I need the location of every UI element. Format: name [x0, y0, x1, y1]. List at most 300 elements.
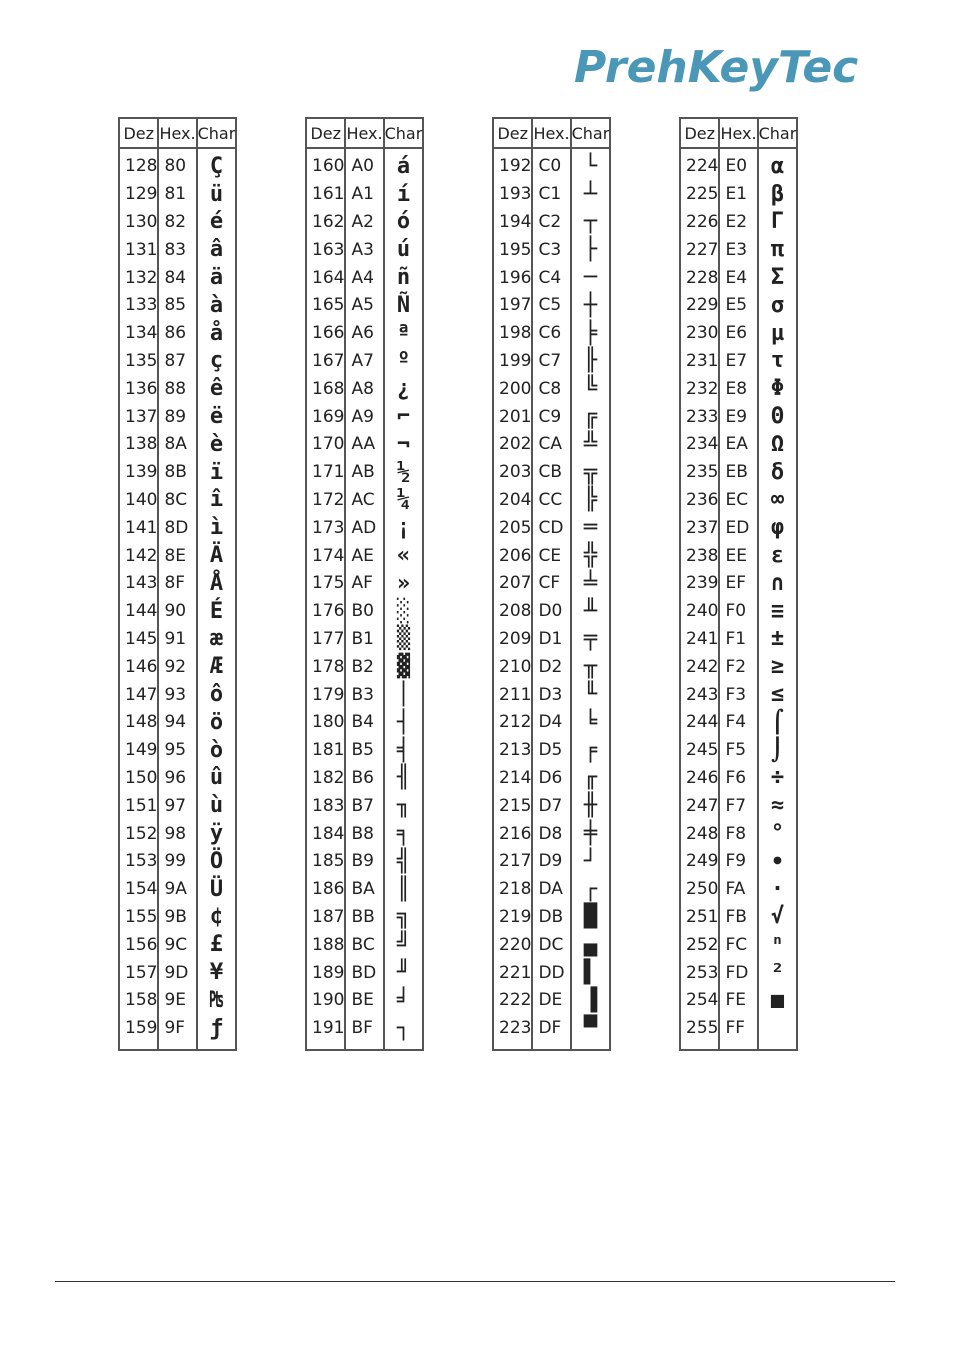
hex-cell: 95	[158, 737, 196, 765]
column-header-hex: Hex.	[532, 118, 570, 148]
dez-cell: 207	[493, 570, 532, 598]
table-row	[680, 431, 797, 459]
char-cell: ╬	[583, 543, 598, 569]
table-row	[119, 514, 236, 542]
hex-cell: 9D	[158, 959, 196, 987]
table-row	[306, 542, 423, 570]
table-row	[306, 792, 423, 820]
ascii-table-3	[492, 117, 611, 1051]
hex-cell: 91	[158, 626, 196, 654]
column-header-dez: Dez	[493, 118, 532, 148]
dez-cell: 230	[680, 320, 719, 348]
hex-cell: DD	[532, 959, 570, 987]
char-cell: ù	[209, 793, 224, 819]
table-row	[119, 792, 236, 820]
hex-cell: DF	[532, 1015, 570, 1050]
table-row	[680, 904, 797, 932]
char-cell: ï	[209, 459, 224, 485]
char-cell: ñ	[396, 265, 411, 291]
hex-cell: 9F	[158, 1015, 196, 1050]
table-row	[680, 626, 797, 654]
char-cell: ╩	[583, 431, 598, 457]
hex-cell: 80	[158, 148, 196, 181]
dez-cell: 155	[119, 904, 158, 932]
dez-cell: 132	[119, 264, 158, 292]
char-cell: ▀	[583, 1015, 598, 1041]
table-row	[119, 542, 236, 570]
char-cell: Å	[209, 570, 224, 596]
char-cell: ¡	[396, 515, 411, 541]
dez-cell: 199	[493, 348, 532, 376]
dez-cell: 238	[680, 542, 719, 570]
table-row	[680, 292, 797, 320]
hex-cell: E8	[719, 375, 757, 403]
column-header-hex: Hex.	[158, 118, 196, 148]
dez-cell: 215	[493, 792, 532, 820]
char-cell: ■	[770, 987, 785, 1013]
dez-cell: 249	[680, 848, 719, 876]
dez-cell: 161	[306, 181, 345, 209]
char-cell: ╠	[583, 487, 598, 513]
table-row	[306, 375, 423, 403]
char-cell: ¬	[396, 431, 411, 457]
hex-cell: EF	[719, 570, 757, 598]
table-row	[306, 820, 423, 848]
column-header-chr: Char	[197, 118, 237, 148]
dez-cell: 246	[680, 765, 719, 793]
hex-cell: B0	[345, 598, 383, 626]
char-cell: │	[396, 682, 411, 708]
hex-cell: AA	[345, 431, 383, 459]
char-cell: σ	[770, 292, 785, 318]
hex-cell: 92	[158, 653, 196, 681]
table-row	[680, 653, 797, 681]
table-row	[119, 570, 236, 598]
column-header-dez: Dez	[306, 118, 345, 148]
table-row	[493, 598, 610, 626]
table-row	[119, 904, 236, 932]
char-cell: ƒ	[209, 1015, 224, 1041]
char-cell: └	[583, 153, 598, 179]
hex-cell: BE	[345, 987, 383, 1015]
char-cell: ╘	[583, 709, 598, 735]
hex-cell: AE	[345, 542, 383, 570]
dez-cell: 211	[493, 681, 532, 709]
char-cell: ╪	[583, 821, 598, 847]
dez-cell: 200	[493, 375, 532, 403]
table-row	[493, 987, 610, 1015]
table-row	[680, 320, 797, 348]
char-cell: ¿	[396, 376, 411, 402]
table-row	[680, 209, 797, 237]
char-cell: φ	[770, 515, 785, 541]
char-cell: ┌	[583, 876, 598, 902]
hex-cell: BB	[345, 904, 383, 932]
hex-cell: 84	[158, 264, 196, 292]
hex-cell: F2	[719, 653, 757, 681]
char-cell	[758, 1015, 798, 1050]
dez-cell: 204	[493, 487, 532, 515]
table-row	[306, 403, 423, 431]
char-cell: æ	[209, 626, 224, 652]
char-cell: ö	[209, 709, 224, 735]
hex-cell: B8	[345, 820, 383, 848]
column-header-dez: Dez	[119, 118, 158, 148]
dez-cell: 197	[493, 292, 532, 320]
char-cell: »	[396, 570, 411, 596]
hex-cell: B4	[345, 709, 383, 737]
table-row	[493, 209, 610, 237]
dez-cell: 188	[306, 931, 345, 959]
hex-cell: E5	[719, 292, 757, 320]
dez-cell: 165	[306, 292, 345, 320]
hex-cell: 96	[158, 765, 196, 793]
dez-cell: 209	[493, 626, 532, 654]
table-row	[119, 681, 236, 709]
dez-cell: 167	[306, 348, 345, 376]
char-cell: ü	[209, 181, 224, 207]
char-cell: ╡	[396, 737, 411, 763]
dez-cell: 182	[306, 765, 345, 793]
table-row	[306, 931, 423, 959]
table-row	[306, 626, 423, 654]
dez-cell: 174	[306, 542, 345, 570]
ascii-table-4	[679, 117, 798, 1051]
char-cell: ╢	[396, 765, 411, 791]
hex-cell: E2	[719, 209, 757, 237]
dez-cell: 186	[306, 876, 345, 904]
table-row	[119, 236, 236, 264]
hex-cell: 83	[158, 236, 196, 264]
table-row	[680, 181, 797, 209]
char-cell: Ü	[209, 876, 224, 902]
char-cell: «	[396, 543, 411, 569]
char-cell: π	[770, 237, 785, 263]
hex-cell: CB	[532, 459, 570, 487]
dez-cell: 180	[306, 709, 345, 737]
dez-cell: 217	[493, 848, 532, 876]
hex-cell: F4	[719, 709, 757, 737]
char-cell: É	[209, 598, 224, 624]
hex-cell: F8	[719, 820, 757, 848]
table-row	[493, 681, 610, 709]
table-row	[680, 598, 797, 626]
table-row	[493, 876, 610, 904]
dez-cell: 247	[680, 792, 719, 820]
table-row	[493, 820, 610, 848]
hex-cell: E7	[719, 348, 757, 376]
char-cell: ▌	[583, 960, 598, 985]
hex-cell: DC	[532, 931, 570, 959]
hex-cell: F0	[719, 598, 757, 626]
hex-cell: FA	[719, 876, 757, 904]
hex-cell: ED	[719, 514, 757, 542]
table-row	[119, 209, 236, 237]
char-cell: ╣	[396, 848, 411, 874]
table-row	[680, 459, 797, 487]
char-cell: ≈	[770, 793, 785, 819]
char-cell: ╒	[583, 737, 598, 763]
char-cell: ∩	[770, 570, 785, 596]
dez-cell: 205	[493, 514, 532, 542]
dez-cell: 133	[119, 292, 158, 320]
table-row	[306, 598, 423, 626]
hex-cell: FE	[719, 987, 757, 1015]
hex-cell: DA	[532, 876, 570, 904]
char-cell: ê	[209, 376, 224, 402]
char-cell: ╛	[396, 987, 411, 1013]
dez-cell: 240	[680, 598, 719, 626]
char-cell: û	[209, 765, 224, 791]
hex-cell: F7	[719, 792, 757, 820]
char-cell: ⌡	[770, 737, 785, 763]
dez-cell: 201	[493, 403, 532, 431]
table-row	[680, 792, 797, 820]
table-row	[119, 765, 236, 793]
table-row	[680, 709, 797, 737]
table-row	[493, 792, 610, 820]
char-cell: ô	[209, 682, 224, 708]
char-cell: ⁿ	[770, 932, 785, 958]
table-row	[119, 820, 236, 848]
char-cell: ≡	[770, 598, 785, 624]
dez-cell: 222	[493, 987, 532, 1015]
dez-cell: 185	[306, 848, 345, 876]
dez-cell: 208	[493, 598, 532, 626]
dez-cell: 250	[680, 876, 719, 904]
hex-cell: CE	[532, 542, 570, 570]
dez-cell: 189	[306, 959, 345, 987]
hex-cell: C8	[532, 375, 570, 403]
hex-cell: C9	[532, 403, 570, 431]
hex-cell: AC	[345, 487, 383, 515]
table-row	[119, 264, 236, 292]
char-cell: ²	[770, 960, 785, 985]
char-cell: Æ	[209, 654, 224, 680]
dez-cell: 214	[493, 765, 532, 793]
hex-cell: B5	[345, 737, 383, 765]
char-cell: ë	[209, 404, 224, 430]
hex-cell: BC	[345, 931, 383, 959]
char-cell: ∞	[770, 487, 785, 513]
char-cell: à	[209, 292, 224, 318]
dez-cell: 139	[119, 459, 158, 487]
table-row	[493, 487, 610, 515]
hex-cell: E9	[719, 403, 757, 431]
dez-cell: 196	[493, 264, 532, 292]
hex-cell: 81	[158, 181, 196, 209]
table-row	[119, 598, 236, 626]
table-row	[680, 348, 797, 376]
table-row	[680, 876, 797, 904]
table-row	[493, 264, 610, 292]
dez-cell: 171	[306, 459, 345, 487]
dez-cell: 234	[680, 431, 719, 459]
char-cell: Φ	[770, 376, 785, 402]
char-cell: ┴	[583, 181, 598, 207]
dez-cell: 255	[680, 1015, 719, 1050]
table-row	[119, 626, 236, 654]
table-row	[306, 765, 423, 793]
table-row	[493, 765, 610, 793]
dez-cell: 232	[680, 375, 719, 403]
hex-cell: DE	[532, 987, 570, 1015]
table-row	[306, 876, 423, 904]
char-cell: ╙	[583, 682, 598, 708]
char-cell: ½	[396, 459, 411, 485]
char-cell: ≤	[770, 682, 785, 708]
char-cell: ª	[396, 320, 411, 346]
char-cell: ╜	[396, 960, 411, 985]
char-cell: ╔	[583, 404, 598, 430]
char-cell: ú	[396, 237, 411, 263]
char-cell: Ä	[209, 543, 224, 569]
table-row	[119, 348, 236, 376]
hex-cell: A2	[345, 209, 383, 237]
char-cell: █	[583, 904, 598, 930]
char-cell: ╚	[583, 376, 598, 402]
char-cell: β	[770, 181, 785, 207]
char-cell: ┬	[583, 209, 598, 235]
dez-cell: 231	[680, 348, 719, 376]
hex-cell: D8	[532, 820, 570, 848]
dez-cell: 148	[119, 709, 158, 737]
dez-cell: 220	[493, 931, 532, 959]
char-cell: ╥	[583, 654, 598, 680]
hex-cell: 93	[158, 681, 196, 709]
table-row	[493, 737, 610, 765]
dez-cell: 177	[306, 626, 345, 654]
char-cell: ⌐	[396, 404, 411, 430]
table-row	[306, 1015, 423, 1050]
dez-cell: 145	[119, 626, 158, 654]
hex-cell: E4	[719, 264, 757, 292]
char-cell: ╨	[583, 598, 598, 624]
table-row	[306, 904, 423, 932]
prehkeytec-logo: PrehKeyTec	[574, 42, 859, 93]
table-row	[680, 959, 797, 987]
table-row	[680, 236, 797, 264]
dez-cell: 173	[306, 514, 345, 542]
hex-cell: 9C	[158, 931, 196, 959]
char-cell: °	[770, 821, 785, 847]
char-cell: ╗	[396, 904, 411, 930]
hex-cell: 9B	[158, 904, 196, 932]
dez-cell: 166	[306, 320, 345, 348]
hex-cell: 82	[158, 209, 196, 237]
dez-cell: 251	[680, 904, 719, 932]
dez-cell: 150	[119, 765, 158, 793]
footer-divider	[55, 1281, 895, 1282]
column-header-chr: Char	[758, 118, 798, 148]
char-cell: ▒	[396, 626, 411, 652]
dez-cell: 187	[306, 904, 345, 932]
table-row	[119, 459, 236, 487]
char-cell: é	[209, 209, 224, 235]
table-row	[493, 459, 610, 487]
table-row	[680, 765, 797, 793]
dez-cell: 236	[680, 487, 719, 515]
char-cell: ¼	[396, 487, 411, 513]
dez-cell: 190	[306, 987, 345, 1015]
char-cell: ÷	[770, 765, 785, 791]
table-row	[680, 375, 797, 403]
hex-cell: BF	[345, 1015, 383, 1050]
char-cell: º	[396, 348, 411, 374]
hex-cell: E1	[719, 181, 757, 209]
hex-cell: F6	[719, 765, 757, 793]
char-cell: ╖	[396, 793, 411, 819]
table-row	[680, 487, 797, 515]
ascii-table-2	[305, 117, 424, 1051]
char-cell: Γ	[770, 209, 785, 235]
char-cell: ⌠	[770, 709, 785, 735]
column-header-hex: Hex.	[345, 118, 383, 148]
table-row	[306, 570, 423, 598]
hex-cell: B2	[345, 653, 383, 681]
table-row	[306, 987, 423, 1015]
table-row	[119, 375, 236, 403]
hex-cell: AF	[345, 570, 383, 598]
char-cell: ├	[583, 237, 598, 263]
dez-cell: 235	[680, 459, 719, 487]
table-row	[119, 403, 236, 431]
hex-cell: D2	[532, 653, 570, 681]
char-cell: ┤	[396, 709, 411, 735]
char-cell: ä	[209, 265, 224, 291]
dez-cell: 169	[306, 403, 345, 431]
dez-cell: 227	[680, 236, 719, 264]
char-cell: ╧	[583, 570, 598, 596]
char-cell: Ö	[209, 848, 224, 874]
char-cell: ▄	[583, 932, 598, 958]
hex-cell: A9	[345, 403, 383, 431]
hex-cell: F1	[719, 626, 757, 654]
dez-cell: 162	[306, 209, 345, 237]
char-cell: î	[209, 487, 224, 513]
char-cell: δ	[770, 459, 785, 485]
table-row	[493, 626, 610, 654]
hex-cell: C4	[532, 264, 570, 292]
dez-cell: 252	[680, 931, 719, 959]
table-row	[493, 236, 610, 264]
table-row	[493, 959, 610, 987]
char-cell: £	[209, 932, 224, 958]
dez-cell: 142	[119, 542, 158, 570]
hex-cell: DB	[532, 904, 570, 932]
char-cell: ∙	[770, 848, 785, 874]
dez-cell: 243	[680, 681, 719, 709]
dez-cell: 212	[493, 709, 532, 737]
char-cell: ç	[209, 348, 224, 374]
hex-cell: A7	[345, 348, 383, 376]
table-row	[306, 320, 423, 348]
hex-cell: B3	[345, 681, 383, 709]
table-row	[306, 292, 423, 320]
table-row	[493, 904, 610, 932]
table-row	[680, 681, 797, 709]
dez-cell: 239	[680, 570, 719, 598]
dez-cell: 151	[119, 792, 158, 820]
char-cell: ═	[583, 515, 598, 541]
dez-cell: 254	[680, 987, 719, 1015]
dez-cell: 149	[119, 737, 158, 765]
hex-cell: A5	[345, 292, 383, 320]
dez-cell: 224	[680, 148, 719, 181]
char-cell: ╫	[583, 793, 598, 819]
dez-cell: 195	[493, 236, 532, 264]
hex-cell: FF	[719, 1015, 757, 1050]
